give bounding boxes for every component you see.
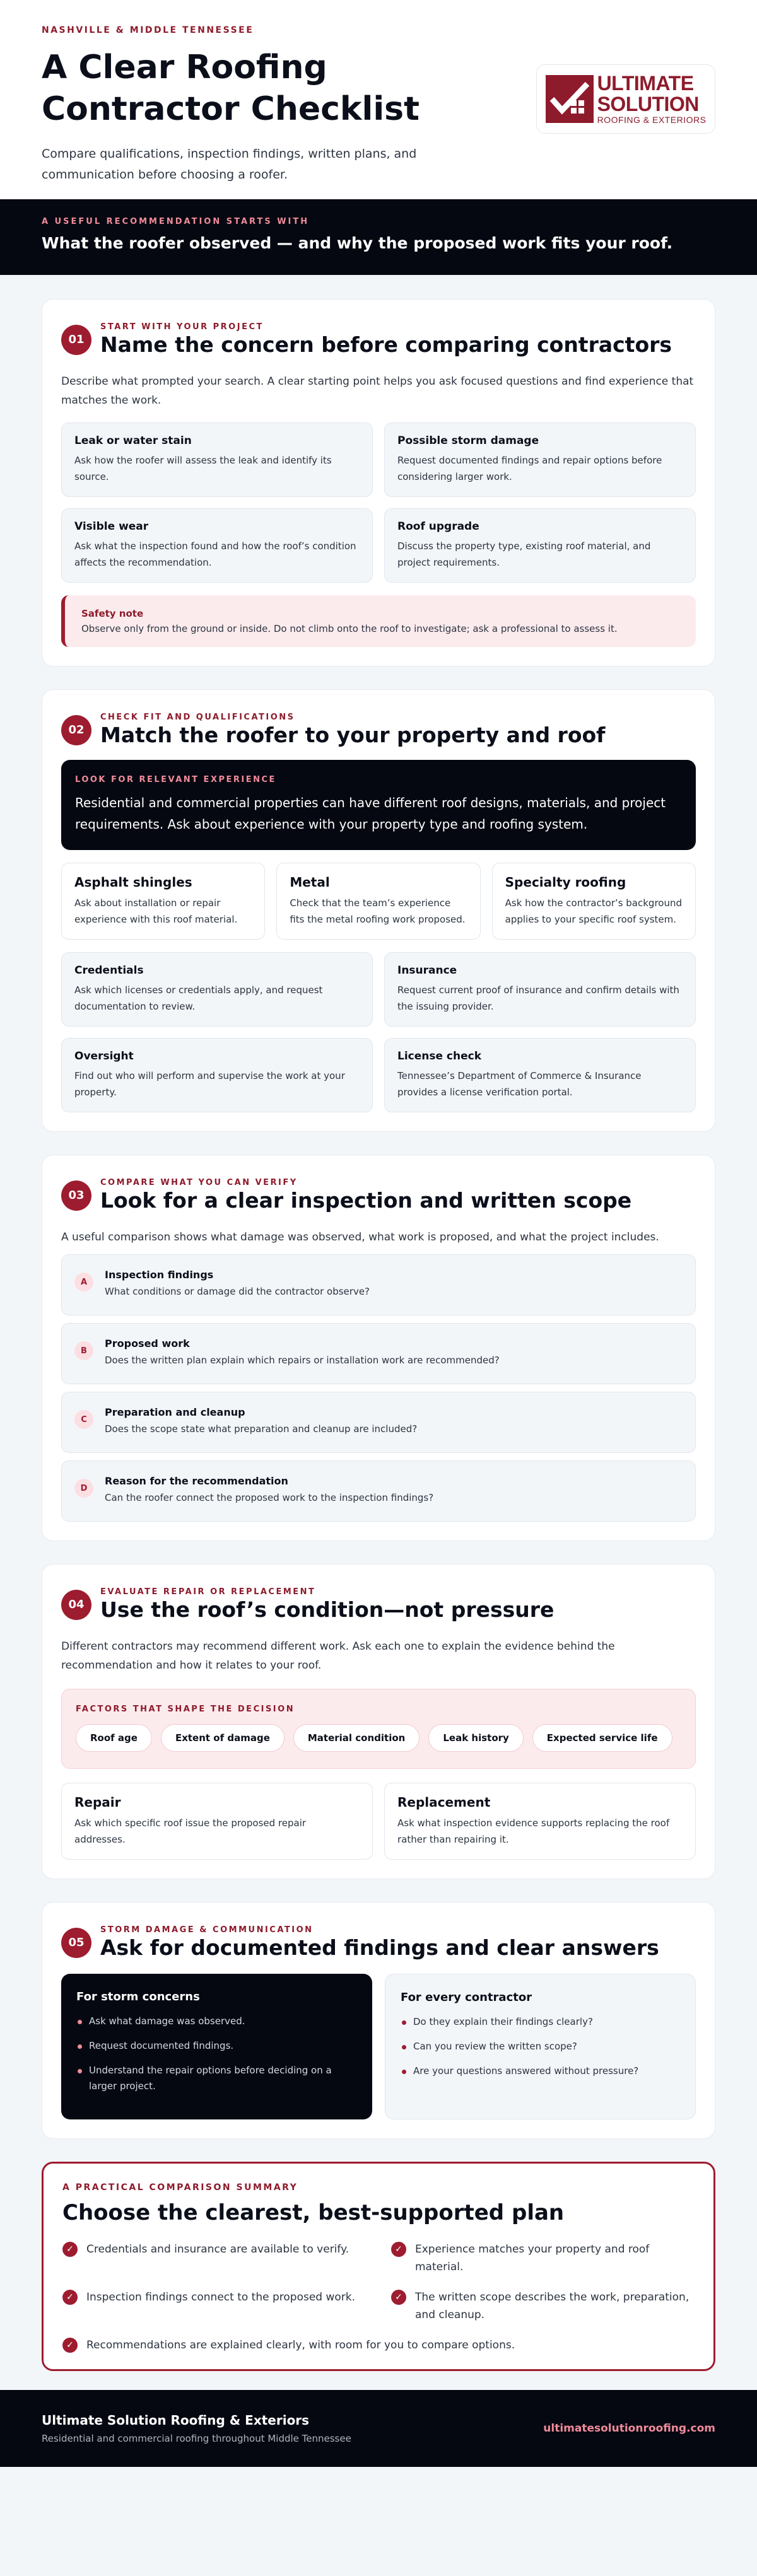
section-number: 04 <box>61 1590 91 1620</box>
section-intro: Different contractors may recommend different work. Ask each one to explain the evidence behind the recommendation and how it relates to your roof. <box>61 1640 615 1672</box>
section-number: 02 <box>61 715 91 745</box>
summary-title: Choose the clearest, best-supported plan <box>62 2200 565 2225</box>
letter-badge: A <box>74 1273 93 1291</box>
checkmark-icon: ✓ <box>62 2338 78 2353</box>
page-header <box>0 0 757 199</box>
checkmark-icon: ✓ <box>391 2242 406 2257</box>
callout-text: Residential and commercial properties can have different roof designs, materials, and project requirements. Ask about experience with your property type and roofing system. <box>75 795 666 832</box>
list-item <box>61 1323 696 1384</box>
check-text: Recommendations are explained clearly, with room for you to compare options. <box>86 2339 515 2352</box>
list-item: Request documented findings. <box>76 2038 357 2054</box>
list-item-title: Reason for the recommendation <box>105 1475 288 1487</box>
header-eyebrow: NASHVILLE & MIDDLE TENNESSEE <box>42 25 254 35</box>
material-tile <box>276 863 480 940</box>
material-tile <box>492 863 696 940</box>
tile-text: Ask how the roofer will assess the leak and identify its source. <box>74 455 332 482</box>
factor-pill: Leak history <box>428 1724 523 1752</box>
checkmark-icon: ✓ <box>391 2290 406 2305</box>
list-item-text: What conditions or damage did the contractor observe? <box>105 1286 370 1297</box>
tile-text: Ask which specific roof issue the proposed repair addresses. <box>74 1817 307 1845</box>
check-item <box>62 2288 366 2324</box>
callout-eyebrow: LOOK FOR RELEVANT EXPERIENCE <box>75 775 276 784</box>
page-subtitle: Compare qualifications, inspection findings, written plans, and communication before choosing a roofer. <box>42 147 417 182</box>
tile-title: Roof upgrade <box>397 520 479 533</box>
section-project <box>42 299 715 667</box>
checkmark-icon: ✓ <box>62 2242 78 2257</box>
band-eyebrow: A USEFUL RECOMMENDATION STARTS WITH <box>42 217 310 226</box>
qualification-tile <box>61 1038 373 1112</box>
tile-text: Check that the team’s experience fits the metal roofing work proposed. <box>290 897 466 925</box>
concern-tile <box>61 423 373 497</box>
factors-eyebrow: FACTORS THAT SHAPE THE DECISION <box>76 1705 295 1714</box>
section-qualifications <box>42 689 715 1132</box>
concern-tile <box>384 508 696 583</box>
tile-title: Replacement <box>397 1795 491 1810</box>
tile-title: Credentials <box>74 964 144 977</box>
list-item <box>61 1392 696 1453</box>
footer-tagline: Residential and commercial roofing throughout Middle Tennessee <box>42 2433 351 2444</box>
list-item-text: Does the scope state what preparation and cleanup are included? <box>105 1423 418 1435</box>
checkmark-icon: ✓ <box>62 2290 78 2305</box>
letter-badge: B <box>74 1341 93 1360</box>
factor-pill: Roof age <box>76 1724 152 1752</box>
tile-title: Possible storm damage <box>397 434 539 447</box>
logo-line-2: SOLUTION <box>597 93 699 115</box>
section-intro: A useful comparison shows what damage was observed, what work is proposed, and what the project includes. <box>61 1231 659 1244</box>
tile-text: Ask what inspection evidence supports replacing the roof rather than repairing it. <box>397 1817 670 1845</box>
section-eyebrow: START WITH YOUR PROJECT <box>100 322 264 332</box>
tile-title: Metal <box>290 875 330 890</box>
recommendation-band <box>0 199 757 275</box>
tile-title: Insurance <box>397 964 457 977</box>
check-item <box>391 2241 695 2276</box>
section-title: Match the roofer to your property and roof <box>100 723 606 747</box>
logo-card[interactable] <box>536 64 715 134</box>
page-title: A Clear Roofing Contractor Checklist <box>42 49 420 128</box>
section-number: 03 <box>61 1180 91 1211</box>
concern-tile <box>61 508 373 583</box>
safety-note-title: Safety note <box>81 608 144 619</box>
check-item <box>391 2288 695 2324</box>
company-logo <box>546 73 707 125</box>
section-eyebrow: STORM DAMAGE & COMMUNICATION <box>100 1925 314 1935</box>
check-text: The written scope describes the work, preparation, and cleanup. <box>415 2291 690 2321</box>
website-link[interactable]: ultimatesolutionroofing.com <box>543 2422 715 2435</box>
section-eyebrow: CHECK FIT AND QUALIFICATIONS <box>100 713 295 722</box>
section-title: Ask for documented findings and clear answers <box>100 1935 659 1960</box>
material-tile <box>61 863 265 940</box>
comparison-summary <box>42 2162 715 2371</box>
list-item: Are your questions answered without pressure? <box>401 2063 680 2079</box>
section-inspection <box>42 1155 715 1541</box>
tile-text: Ask what the inspection found and how the roof’s condition affects the recommendation. <box>74 540 356 568</box>
panel-title: For every contractor <box>401 1991 532 2004</box>
list-item: Ask what damage was observed. <box>76 2014 357 2029</box>
main-content <box>0 275 757 2390</box>
factor-pill: Material condition <box>293 1724 420 1752</box>
repair-tile <box>61 1783 373 1860</box>
section-eyebrow: COMPARE WHAT YOU CAN VERIFY <box>100 1178 298 1187</box>
qualification-tile <box>384 1038 696 1112</box>
roof-check-logo-icon <box>546 75 594 123</box>
list-item: Understand the repair options before deciding on a larger project. <box>76 2063 357 2094</box>
check-item <box>62 2241 366 2276</box>
section-repair-replace <box>42 1564 715 1879</box>
section-intro: Describe what prompted your search. A clear starting point helps you ask focused questions and find experience that matches the work. <box>61 375 694 407</box>
section-eyebrow: EVALUATE REPAIR OR REPLACEMENT <box>100 1587 316 1597</box>
tile-title: Asphalt shingles <box>74 875 192 890</box>
list-item <box>61 1460 696 1522</box>
tile-text: Tennessee’s Department of Commerce & Insurance provides a license verification portal. <box>397 1070 642 1098</box>
section-number: 05 <box>61 1928 91 1958</box>
list-item: Can you review the written scope? <box>401 2039 680 2054</box>
factors-box <box>61 1689 696 1769</box>
storm-panel <box>61 1974 372 2119</box>
safety-note <box>61 595 696 647</box>
section-title: Name the concern before comparing contractors <box>100 332 672 357</box>
check-text: Credentials and insurance are available to verify. <box>86 2243 349 2256</box>
letter-badge: C <box>74 1410 93 1429</box>
list-item-title: Preparation and cleanup <box>105 1406 245 1418</box>
check-text: Experience matches your property and roof material. <box>415 2243 650 2273</box>
tile-text: Ask how the contractor’s background applies to your specific roof system. <box>505 897 683 925</box>
tile-title: License check <box>397 1050 482 1063</box>
logo-line-1: ULTIMATE <box>597 72 694 95</box>
list-item-title: Inspection findings <box>105 1269 214 1281</box>
factor-pill: Extent of damage <box>161 1724 285 1752</box>
list-item-title: Proposed work <box>105 1338 190 1349</box>
tile-text: Ask about installation or repair experience with this roof material. <box>74 897 238 925</box>
replacement-tile <box>384 1783 696 1860</box>
panel-title: For storm concerns <box>76 1990 200 2003</box>
list-item-text: Can the roofer connect the proposed work to the inspection findings? <box>105 1492 434 1503</box>
tile-text: Find out who will perform and supervise the work at your property. <box>74 1070 345 1098</box>
list-item: Do they explain their findings clearly? <box>401 2014 680 2030</box>
tile-title: Oversight <box>74 1050 134 1063</box>
section-number: 01 <box>61 325 91 355</box>
tile-title: Visible wear <box>74 520 149 533</box>
logo-line-3: ROOFING & EXTERIORS <box>597 115 707 125</box>
tile-text: Request documented findings and repair options before considering larger work. <box>397 455 662 482</box>
page-footer <box>0 2390 757 2467</box>
summary-eyebrow: A PRACTICAL COMPARISON SUMMARY <box>62 2183 298 2193</box>
qualification-tile <box>61 952 373 1027</box>
list-item-text: Does the written plan explain which repairs or installation work are recommended? <box>105 1355 500 1366</box>
tile-title: Repair <box>74 1795 121 1810</box>
experience-callout <box>61 760 696 850</box>
check-text: Inspection findings connect to the proposed work. <box>86 2291 356 2304</box>
tile-text: Discuss the property type, existing roof material, and project requirements. <box>397 540 651 568</box>
section-title: Use the roof’s condition—not pressure <box>100 1597 555 1622</box>
factor-pill: Expected service life <box>532 1724 672 1752</box>
safety-note-text: Observe only from the ground or inside. Do not climb onto the roof to investigate; ask a professional to assess it. <box>81 623 618 634</box>
tile-title: Specialty roofing <box>505 875 626 890</box>
tile-title: Leak or water stain <box>74 434 192 447</box>
every-contractor-panel <box>385 1974 696 2119</box>
qualification-tile <box>384 952 696 1027</box>
band-title: What the roofer observed — and why the proposed work fits your roof. <box>42 234 673 252</box>
letter-badge: D <box>74 1479 93 1498</box>
list-item <box>61 1254 696 1315</box>
tile-text: Request current proof of insurance and confirm details with the issuing provider. <box>397 984 679 1012</box>
concern-tile <box>384 423 696 497</box>
section-title: Look for a clear inspection and written scope <box>100 1188 632 1213</box>
tile-text: Ask which licenses or credentials apply, and request documentation to review. <box>74 984 323 1012</box>
check-item <box>62 2336 695 2354</box>
footer-company-name: Ultimate Solution Roofing & Exteriors <box>42 2413 310 2428</box>
section-storm <box>42 1902 715 2139</box>
